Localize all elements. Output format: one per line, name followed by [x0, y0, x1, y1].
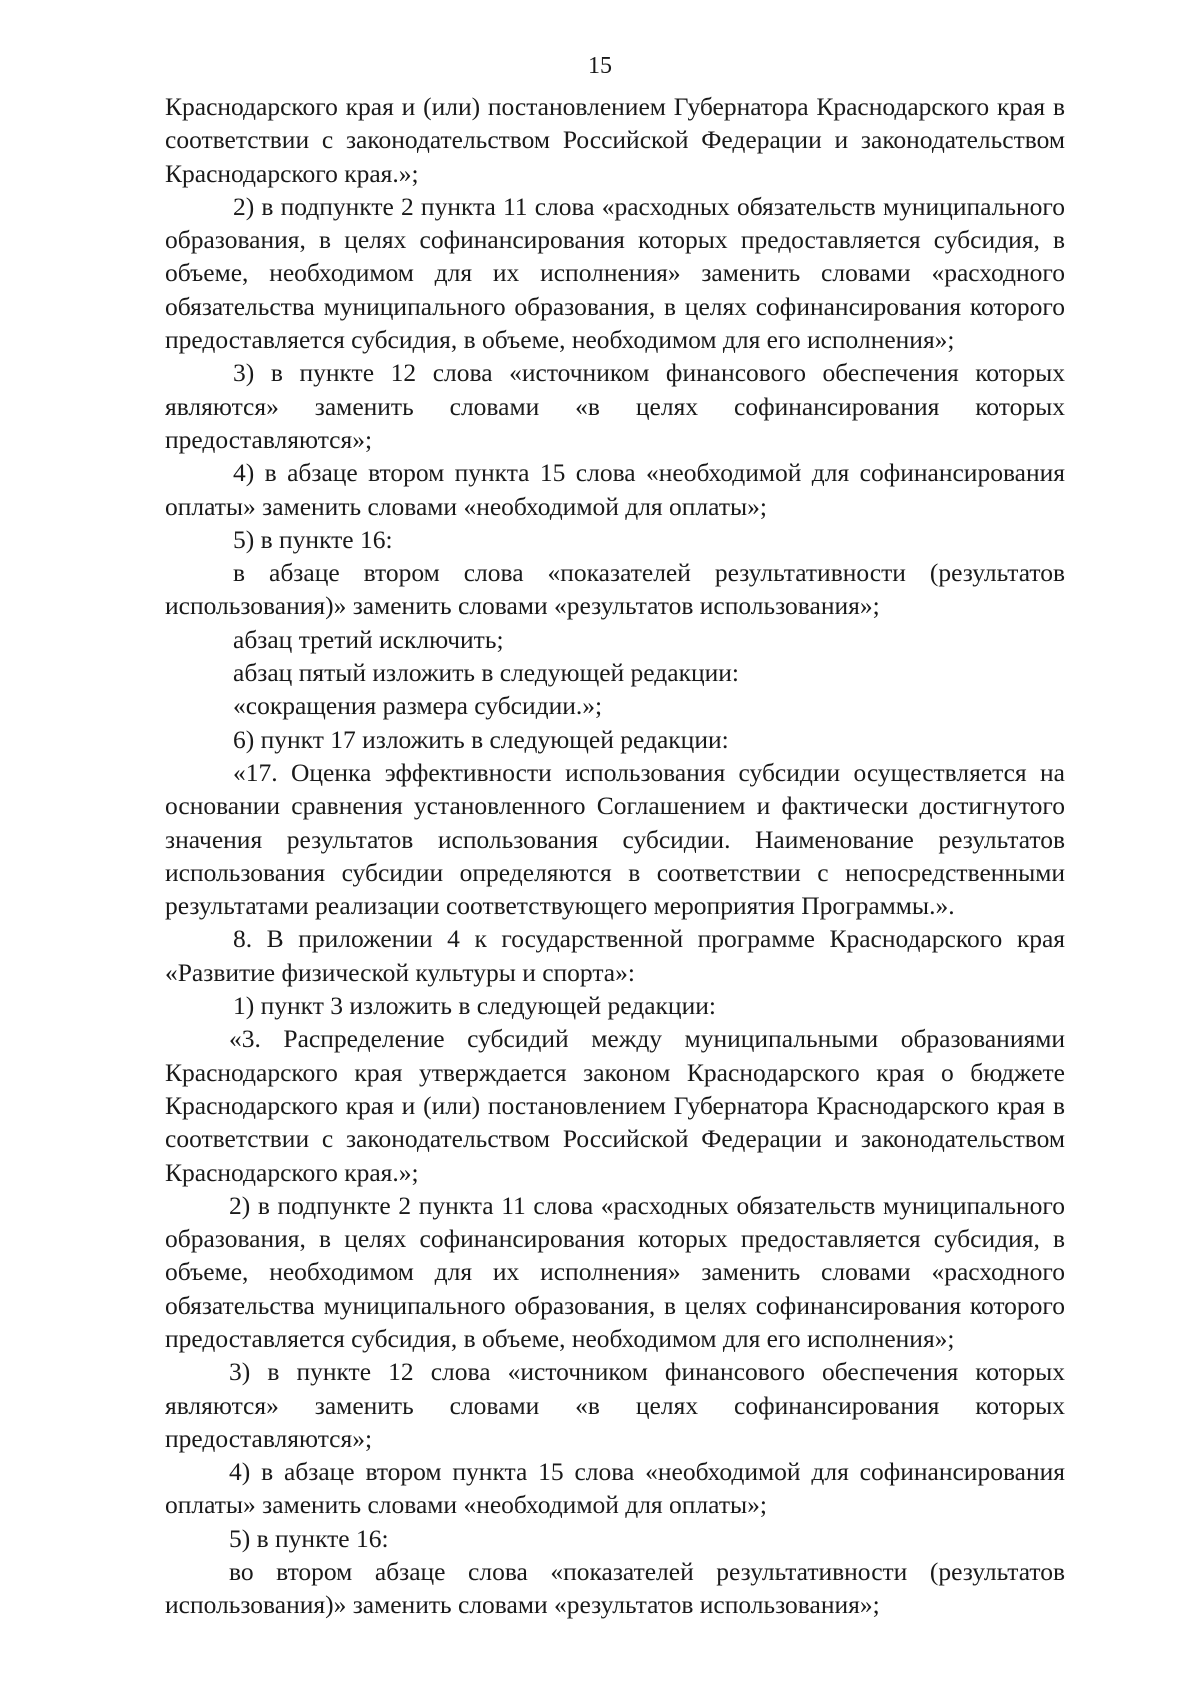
paragraph: 4) в абзаце втором пункта 15 слова «необходимой для софинансирования оплаты» заменить словами «необходимой для оплаты»; — [165, 1457, 1065, 1520]
paragraph: 1) пункт 3 изложить в следующей редакции: — [233, 991, 716, 1021]
paragraph: 4) в абзаце втором пункта 15 слова «необходимой для софинансирования оплаты» заменить словами «необходимой для оплаты»; — [165, 458, 1065, 521]
paragraph: 2) в подпункте 2 пункта 11 слова «расходных обязательств муниципального образования, в целях софинансирования которых предоставляется субсидия, в объеме, необходимом для их исполнения» заменить словами «расходного обязательства муниципального образования, в целях софинансирования которого предоставляется субсидия, в объеме, необходимом для его исполнения»; — [165, 1190, 1065, 1353]
paragraph: в абзаце втором слова «показателей результативности (результатов использования)» заменить словами «результатов использования»; — [165, 558, 1065, 621]
paragraph: 6) пункт 17 изложить в следующей редакции: — [233, 724, 729, 754]
paragraph: «сокращения размера субсидии.»; — [233, 691, 603, 721]
paragraph: 3) в пункте 12 слова «источником финансового обеспечения которых являются» заменить словами «в целях софинансирования которых предоставляются»; — [165, 1357, 1065, 1453]
paragraph: 2) в подпункте 2 пункта 11 слова «расходных обязательств муниципального образования, в целях софинансирования которых предоставляется субсидия, в объеме, необходимом для их исполнения» заменить словами «расходного обязательства муниципального образования, в целях софинансирования которого предоставляется субсидия, в объеме, необходимом для его исполнения»; — [165, 191, 1065, 355]
paragraph: абзац пятый изложить в следующей редакции: — [233, 658, 739, 688]
page-number: 15 — [588, 53, 612, 79]
paragraph: абзац третий исключить; — [233, 624, 504, 654]
paragraph: «3. Распределение субсидий между муниципальными образованиями Краснодарского края утверждается законом Краснодарского края о бюджете Краснодарского края и (или) постановлением Губернатора Краснодарского края в соответствии с законодательством Российской Федерации и законодательством Краснодарского края.»; — [165, 1024, 1065, 1187]
document-body — [165, 90, 1065, 1622]
paragraph: 8. В приложении 4 к государственной программе Краснодарского края «Развитие физической культуры и спорта»: — [165, 924, 1065, 987]
paragraph: Краснодарского края и (или) постановлением Губернатора Краснодарского края в соответствии с законодательством Российской Федерации и законодательством Краснодарского края.»; — [165, 92, 1065, 188]
paragraph: 5) в пункте 16: — [233, 524, 393, 554]
paragraph: во втором абзаце слова «показателей результативности (результатов использования)» заменить словами «результатов использования»; — [165, 1557, 1065, 1620]
paragraph: 3) в пункте 12 слова «источником финансового обеспечения которых являются» заменить словами «в целях софинансирования которых предоставляются»; — [165, 358, 1065, 454]
paragraph: 5) в пункте 16: — [229, 1523, 389, 1553]
paragraph: «17. Оценка эффективности использования субсидии осуществляется на основании сравнения установленного Соглашением и фактически достигнутого значения результатов использования субсидии. Наименование результатов использования субсидии определяются в соответствии с непосредственными результатами реализации соответствующего мероприятия Программы.». — [165, 757, 1065, 921]
